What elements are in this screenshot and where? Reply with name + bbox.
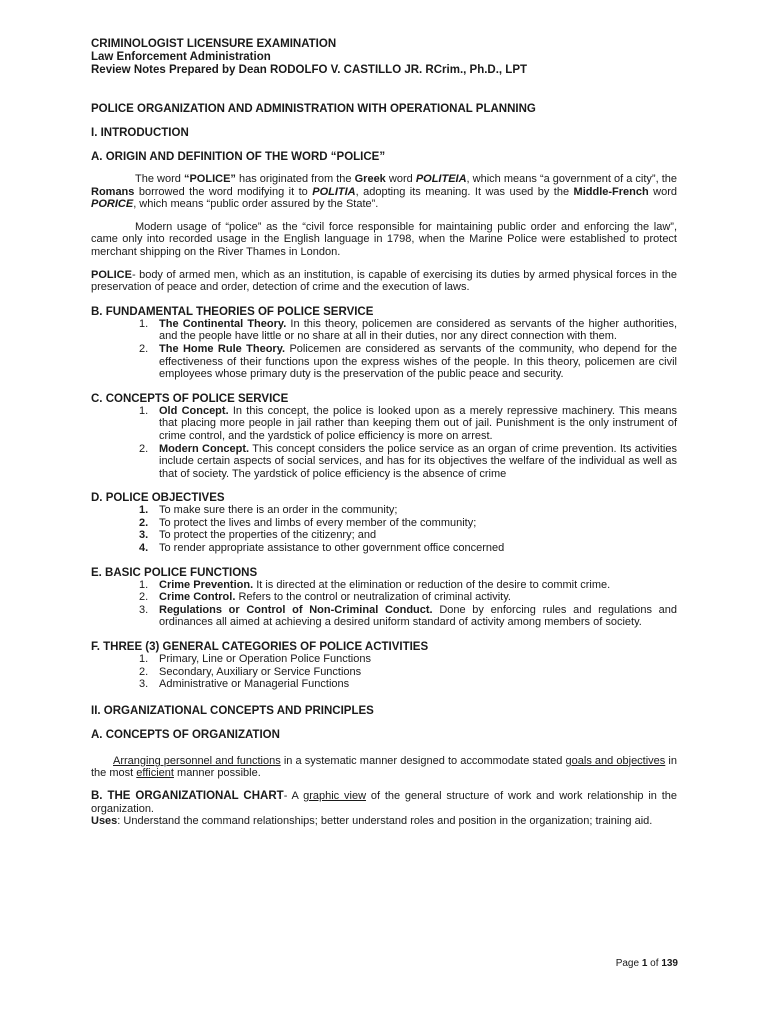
list-item: 2. The Home Rule Theory. Policemen are considered as servants of the community, who depend for the effectiveness of their functions upon the express wishes of the people. In this theory, policemen are civil employees whose primary duty is the preservation of the public peace and security. [139, 342, 677, 381]
objectives-list [91, 504, 677, 554]
functions-list [91, 579, 677, 629]
section-ii-heading: II. ORGANIZATIONAL CONCEPTS AND PRINCIPLES [91, 704, 374, 717]
section-a-heading: A. ORIGIN AND DEFINITION OF THE WORD “POLICE” [91, 151, 386, 163]
modern-usage-paragraph: Modern usage of “police” as the “civil force responsible for maintaining public order and enforcing the law”, came only into recorded usage in the English language in 1798, when the Marine Police were established to protect merchant shipping on the River Thames in London. [91, 220, 677, 258]
document-page [91, 38, 677, 828]
section-d-heading: D. POLICE OBJECTIVES [91, 492, 225, 505]
list-item: 2. Modern Concept. This concept considers the police service as an organ of crime prevention. Its activities include certain aspects of social services, and has for its objectives the welfare of the individual as well as that of society. The yardstick of police efficiency is the absence of crime [139, 442, 677, 480]
section-introduction-heading: I. INTRODUCTION [91, 127, 189, 139]
author-line: Review Notes Prepared by Dean RODOLFO V. CASTILLO JR. RCrim., Ph.D., LPT [91, 64, 528, 76]
page-number: Page 1 of 139 [615, 958, 678, 969]
section-f-heading: F. THREE (3) GENERAL CATEGORIES OF POLICE ACTIVITIES [91, 641, 429, 654]
activities-list [91, 653, 677, 691]
section-b-heading: B. FUNDAMENTAL THEORIES OF POLICE SERVICE [91, 305, 374, 318]
origin-paragraph: The word “POLICE” has originated from the Greek word POLITEIA, which means “a government of a city”, the Romans borrowed the word modifying it to POLITIA, adopting its meaning. It was used by the Middle-French word PORICE, which means “public order assured by the State”. [91, 173, 677, 211]
theories-list [91, 318, 677, 381]
list-item: 1. To make sure there is an order in the community; [139, 504, 398, 517]
organization-paragraph: Arranging personnel and functions in a systematic manner designed to accommodate stated goals and objectives in the most efficient manner possible. [91, 754, 677, 780]
document-header [91, 38, 677, 77]
uses-label: Uses [91, 815, 118, 828]
police-term: POLICE [91, 268, 132, 281]
concepts-list [91, 405, 677, 481]
list-item: 1. Crime Prevention. It is directed at the elimination or reduction of the desire to commit crime. [139, 578, 611, 591]
org-chart-paragraph: B. THE ORGANIZATIONAL CHART- A graphic view of the general structure of work and work relationship in the organization. Uses: Understand the command relationships; better understand roles and position in the organization; training aid. [91, 790, 678, 828]
list-item: 2. Secondary, Auxiliary or Service Functions [139, 665, 362, 678]
document-title: POLICE ORGANIZATION AND ADMINISTRATION WITH OPERATIONAL PLANNING [91, 103, 536, 115]
list-item: 2. To protect the lives and limbs of every member of the community; [139, 516, 477, 529]
subject-title: Law Enforcement Administration [91, 51, 271, 63]
list-item: 1. The Continental Theory. In this theory, policemen are considered as servants of the higher authorities, and the people have little or no share at all in their duties, nor any direct connection with them. [139, 317, 678, 343]
section-ii-a-heading: A. CONCEPTS OF ORGANIZATION [91, 728, 280, 741]
list-item: 2. Crime Control. Refers to the control or neutralization of criminal activity. [139, 591, 511, 604]
list-item: 3. Administrative or Managerial Functions [139, 678, 350, 691]
section-e-heading: E. BASIC POLICE FUNCTIONS [91, 566, 258, 579]
exam-title: CRIMINOLOGIST LICENSURE EXAMINATION [91, 38, 337, 50]
list-item: 3. Regulations or Control of Non-Criminal Conduct. Done by enforcing rules and regulations and ordinances all aimed at achieving a desired uniform standard of activity among members of society. [139, 603, 678, 629]
list-item: 4. To render appropriate assistance to other government office concerned [139, 542, 505, 555]
section-c-heading: C. CONCEPTS OF POLICE SERVICE [91, 392, 289, 405]
list-item: 1. Old Concept. In this concept, the police is looked upon as a merely repressive machinery. This means that placing more people in jail rather than keeping them out of jail. Punishment is the only instrument of crime control, and the yardstick of police efficiency is more on arrest. [139, 404, 678, 442]
police-definition-paragraph: POLICE- body of armed men, which as an institution, is capable of exercising its duties by armed physical forces in the preservation of peace and order, detection of crime and the execution of laws. [91, 268, 677, 294]
list-item: 1. Primary, Line or Operation Police Functions [139, 653, 371, 666]
list-item: 3. To protect the properties of the citizenry; and [139, 529, 377, 542]
section-ii-b-heading: B. THE ORGANIZATIONAL CHART [91, 790, 284, 802]
